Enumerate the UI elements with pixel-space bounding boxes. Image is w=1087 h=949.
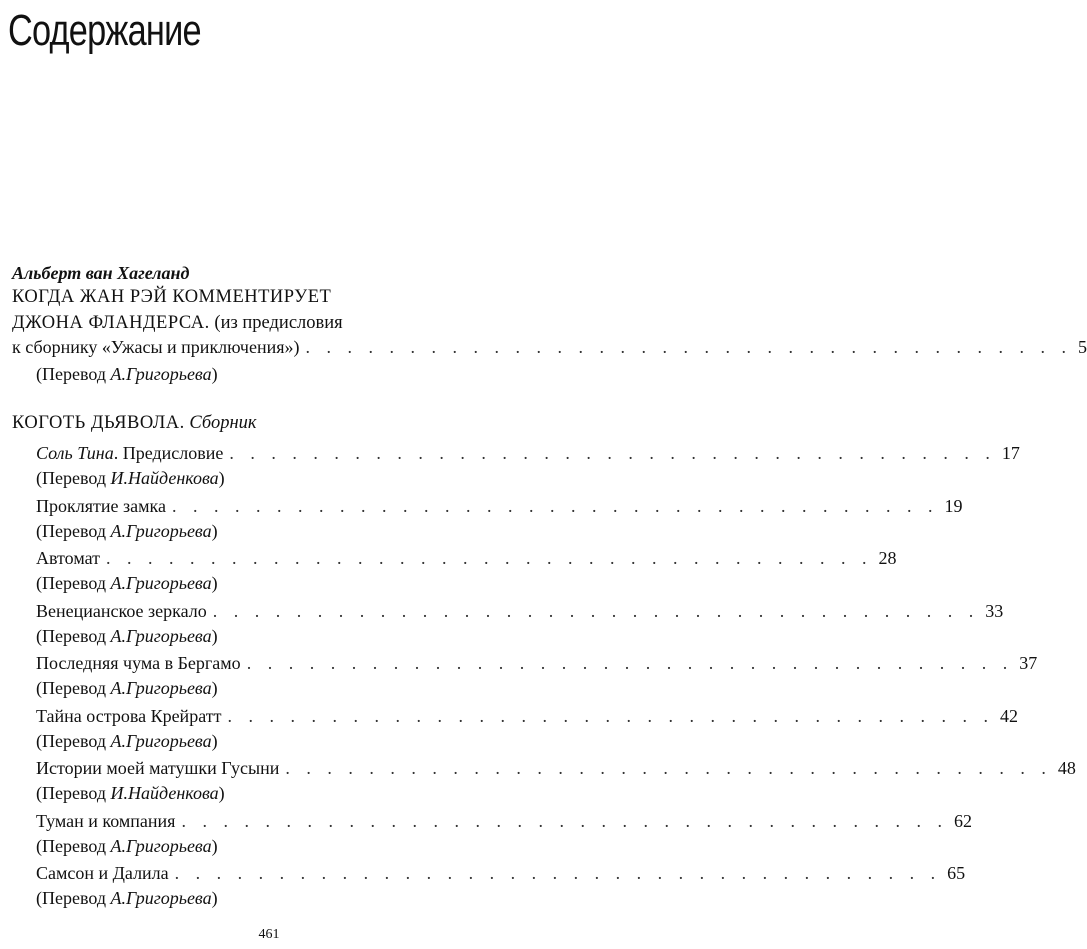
essay-title-line-1: КОГДА ЖАН РЭЙ КОММЕНТИРУЕТ [12,287,332,307]
translation-credit: (Перевод А.Григорьева) [36,678,218,698]
toc-entry[interactable] [36,706,1018,727]
translation-credit: (Перевод А.Григорьева) [36,836,218,856]
translation-credit: (Перевод А.Григорьева) [36,888,218,908]
toc-entry[interactable] [36,496,963,517]
translator-name: И.Найденкова [110,468,219,488]
section-title: КОГОТЬ ДЬЯВОЛА. [12,413,185,433]
toc-entry[interactable] [36,811,972,832]
dot-leader: . . . . . . . . . . . . . . . . . . . . . . . . . . . . . . . . . . . . . [106,548,873,568]
essay-title-line-2 [12,313,343,334]
entry-title-italic: Соль Тина [36,443,114,463]
translator-name: А.Григорьева [110,836,212,856]
translator-name: А.Григорьева [110,573,212,593]
author-name: Альберт ван Хагеланд [12,263,190,283]
dot-leader: . . . . . . . . . . . . . . . . . . . . . . . . . . . . . . . . . . . . . [285,758,1052,778]
essay-title-note: (из предисловия [209,313,343,333]
entry-title-text: Проклятие замка [36,496,166,516]
translator-name: И.Найденкова [110,783,219,803]
entry-title-text: Венецианское зеркало [36,601,207,621]
entry-title [36,443,223,464]
essay-title-caps: ДЖОНА ФЛАНДЕРСА. [12,313,210,333]
translator-name: А.Григорьева [110,731,212,751]
page-number: 461 [258,927,280,942]
translation-credit: (Перевод А.Григорьева) [36,731,218,751]
toc-entry[interactable] [36,653,1038,674]
entry-title-text: Тайна острова Крейратт [36,706,222,726]
toc-entry[interactable] [36,863,966,884]
section-heading [12,413,257,434]
translation-credit: (Перевод А.Григорьева) [36,521,218,541]
entry-title [36,706,221,727]
entry-title [36,863,169,884]
translator-name: А.Григорьева [110,364,212,384]
toc-entry[interactable] [36,601,1004,622]
dot-leader: . . . . . . . . . . . . . . . . . . . . . . . . . . . . . . . . . . . . . [174,863,942,883]
page-ref: 37 [1019,653,1038,673]
entry-title [36,811,175,832]
entry-title-text: Последняя чума в Бергамо [36,653,241,673]
dot-leader: . . . . . . . . . . . . . . . . . . . . . . . . . . . . . . . . . . . . . [227,706,994,726]
toc-entry[interactable] [36,548,897,569]
page-ref: 19 [944,496,963,516]
dot-leader: . . . . . . . . . . . . . . . . . . . . . . . . . . . . . . . . . . . . . [171,496,939,516]
entry-title-text: Туман и компания [36,811,176,831]
dot-leader: . . . . . . . . . . . . . . . . . . . . . . . . . . . . . . . . . . . . . [246,653,1014,673]
dot-leader: . . . . . . . . . . . . . . . . . . . . . . . . . . . . . . . . . . . . . [305,337,1073,357]
page-title: Содержание [8,6,201,55]
translation-credit: (Перевод А.Григорьева) [36,573,218,593]
dot-leader: . . . . . . . . . . . . . . . . . . . . . . . . . . . . . . . . . . . . . [181,811,948,831]
translation-credit: (Перевод А.Григорьева) [36,364,218,384]
entry-title [36,496,166,517]
translator-name: А.Григорьева [110,521,212,541]
page-ref: 5 [1078,337,1087,357]
entry-title [36,758,279,779]
toc-entry[interactable] [36,758,1076,779]
page-ref: 28 [878,548,897,568]
toc-entry[interactable] [36,443,1020,464]
translator-name: А.Григорьева [110,626,212,646]
translator-name: А.Григорьева [110,888,212,908]
section-subtitle: Сборник [189,413,257,433]
translator-name: А.Григорьева [110,678,212,698]
page-ref: 17 [1001,443,1020,463]
page-ref: 33 [985,601,1004,621]
entry-title-text: . Предисловие [113,443,224,463]
entry-title-text: Самсон и Далила [36,863,169,883]
page-ref: 65 [947,863,966,883]
essay-title-line-3: к сборнику «Ужасы и приключения») [12,337,300,357]
entry-title [36,548,100,569]
dot-leader: . . . . . . . . . . . . . . . . . . . . . . . . . . . . . . . . . . . . . [229,443,996,463]
page-ref: 62 [953,811,972,831]
page-ref: 48 [1057,758,1076,778]
translation-credit: (Перевод И.Найденкова) [36,468,225,488]
translation-credit: (Перевод И.Найденкова) [36,783,225,803]
entry-title-text: Автомат [36,548,100,568]
entry-title [36,601,207,622]
translation-credit: (Перевод А.Григорьева) [36,626,218,646]
page-ref: 42 [999,706,1018,726]
entry-title-text: Истории моей матушки Гусыни [36,758,280,778]
toc-entry-essay[interactable] [12,337,1087,358]
dot-leader: . . . . . . . . . . . . . . . . . . . . . . . . . . . . . . . . . . . . . [212,601,980,621]
entry-title [36,653,241,674]
